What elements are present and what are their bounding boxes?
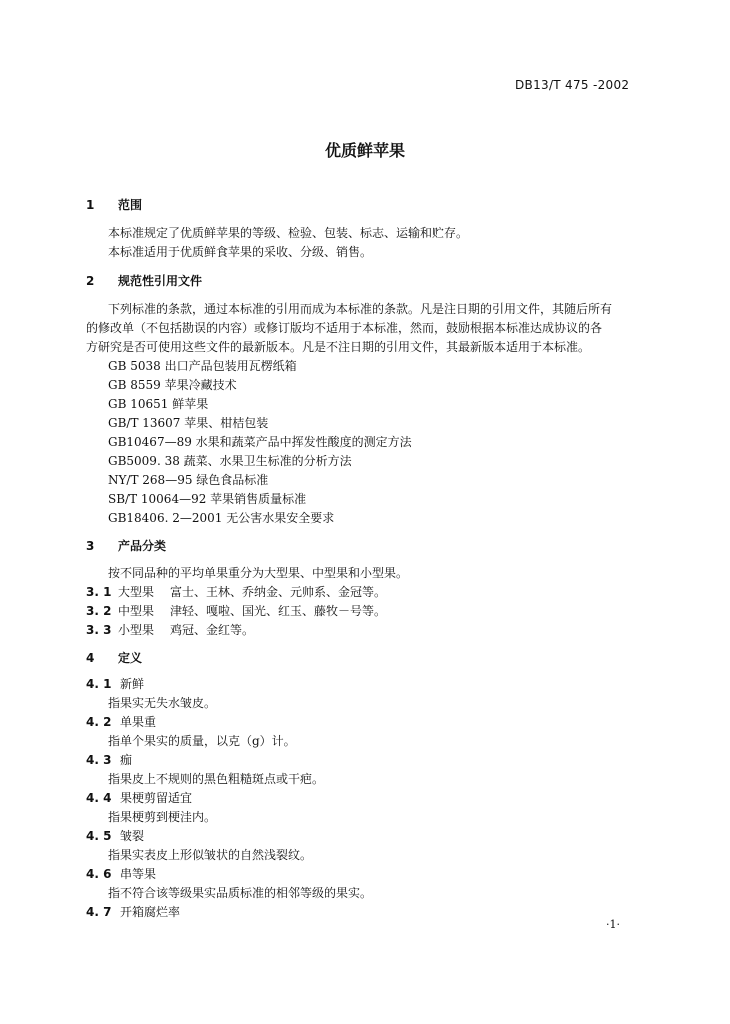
definition-text: 指果梗剪到梗洼内。 [108, 810, 217, 824]
standard-code: DB13/T 475 -2002 [515, 78, 630, 92]
reference-item: GB 8559 苹果冷藏技术 [108, 378, 237, 392]
definition-term: 4. 3 痂 [86, 753, 133, 767]
reference-item: GB/T 13607 苹果、柑桔包装 [108, 416, 269, 430]
classification-item: 3. 1 大型果 富士、王林、乔纳金、元帅系、金冠等。 [86, 585, 387, 599]
definition-text: 指单个果实的质量，以克（g）计。 [108, 734, 296, 748]
reference-item: GB 5038 出口产品包装用瓦楞纸箱 [108, 359, 297, 373]
section-2-heading: 2 规范性引用文件 [86, 274, 203, 288]
section-2-para-line-3: 方研究是否可使用这些文件的最新版本。凡是不注日期的引用文件，其最新版本适用于本标准。 [86, 340, 591, 354]
section-1-para-2: 本标准适用于优质鲜食苹果的采收、分级、销售。 [108, 245, 373, 259]
definition-text: 指果实无失水皱皮。 [108, 696, 217, 710]
definition-text: 指果实表皮上形似皱状的自然浅裂纹。 [108, 848, 313, 862]
definition-text: 指果皮上不规则的黑色粗糙斑点或干疤。 [108, 772, 325, 786]
page-number: ·1· [606, 918, 620, 931]
section-3-heading: 3 产品分类 [86, 539, 167, 553]
section-4-heading: 4 定义 [86, 651, 143, 665]
classification-item: 3. 3 小型果 鸡冠、金红等。 [86, 623, 255, 637]
definition-term: 4. 1 新鲜 [86, 677, 145, 691]
definition-term: 4. 5 皱裂 [86, 829, 145, 843]
definition-term: 4. 2 单果重 [86, 715, 157, 729]
reference-item: SB/T 10064—92 苹果销售质量标准 [108, 492, 307, 506]
reference-item: NY/T 268—95 绿色食品标准 [108, 473, 269, 487]
reference-item: GB18406. 2—2001 无公害水果安全要求 [108, 511, 335, 525]
document-title: 优质鲜苹果 [324, 141, 405, 160]
section-1-heading: 1 范围 [86, 198, 143, 212]
definition-text: 指不符合该等级果实品质标准的相邻等级的果实。 [108, 886, 373, 900]
definition-term: 4. 4 果梗剪留适宜 [86, 791, 193, 805]
reference-item: GB 10651 鲜苹果 [108, 397, 209, 411]
section-3-intro: 按不同品种的平均单果重分为大型果、中型果和小型果。 [108, 566, 409, 580]
section-2-para-line-2: 的修改单（不包括勘误的内容）或修订版均不适用于本标准，然而，鼓励根据本标准达成协议的各 [86, 321, 603, 335]
definition-term: 4. 7 开箱腐烂率 [86, 905, 181, 919]
section-2-para-line-1: 下列标准的条款，通过本标准的引用而成为本标准的条款。凡是注日期的引用文件，其随后所有 [108, 302, 613, 316]
reference-item: GB5009. 38 蔬菜、水果卫生标准的分析方法 [108, 454, 352, 468]
definition-term: 4. 6 串等果 [86, 867, 157, 881]
classification-item: 3. 2 中型果 津轻、嘎啦、国光、红玉、藤牧－号等。 [86, 604, 387, 618]
section-1-para-1: 本标准规定了优质鲜苹果的等级、检验、包装、标志、运输和贮存。 [108, 226, 469, 240]
reference-item: GB10467—89 水果和蔬菜产品中挥发性酸度的测定方法 [108, 435, 412, 449]
